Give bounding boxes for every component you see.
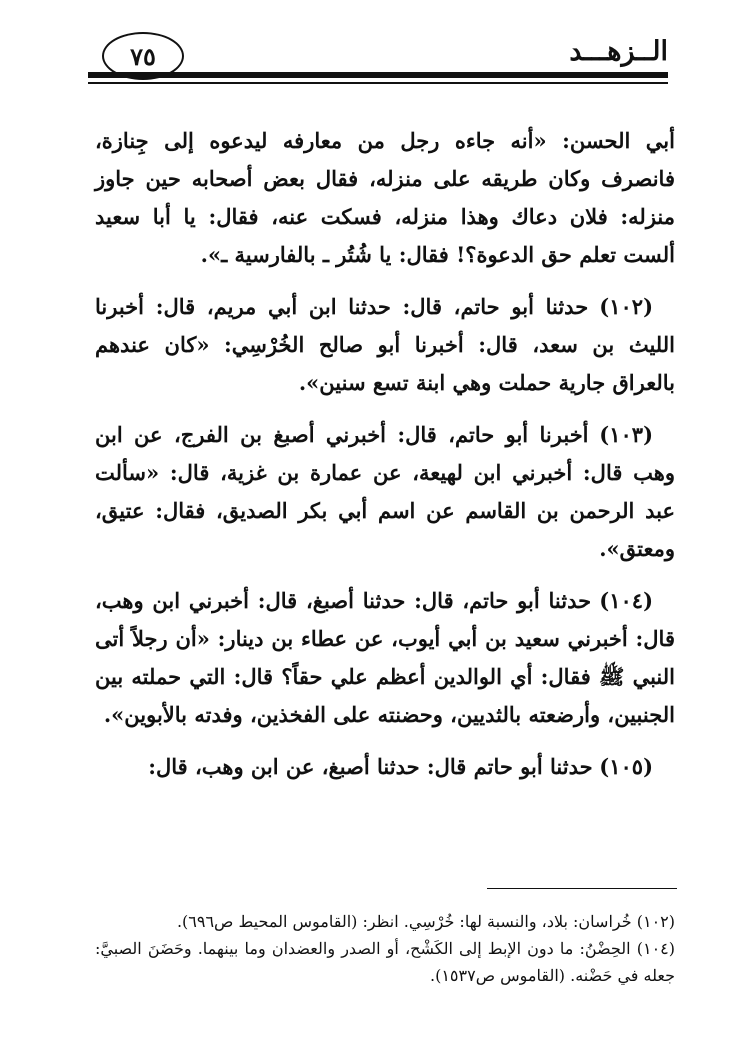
footnote-text: الحِضْنُ: ما دون الإبط إلى الكَشْح، أو الصدر والعضدان وما بينهما. وحَضَنَ الصبيَّ: جعله في حَضْنه. (القاموس ص١٥٣٧). [95, 939, 675, 985]
footnote-number: (١٠٤) [636, 939, 675, 958]
header-rule-thick [88, 72, 668, 78]
hadith-number: (١٠٢) [599, 294, 653, 319]
page-header [88, 28, 668, 88]
footnote [95, 935, 675, 989]
paragraph [95, 582, 675, 734]
main-text [95, 122, 675, 800]
footnote-number: (١٠٢) [636, 912, 675, 931]
footnote [95, 908, 675, 935]
footnotes [95, 908, 675, 989]
paragraph-text: أبي الحسن: «أنه جاءه رجل من معارفه ليدعوه إلى جِنازة، فانصرف وكان طريقه على منزله، فقال بعض أصحابه حين جاوز منزله: فلان دعاك وهذا منزله، فسكت عنه، فقال: يا أبا سعيد ألست تعلم حق الدعوة؟! فقال: يا شُتُر ـ بالفارسية ـ». [95, 128, 675, 267]
hadith-number: (١٠٤) [599, 588, 653, 613]
footnote-text: خُراسان: بلاد، والنسبة لها: خُرْسِي. انظر: (القاموس المحيط ص٦٩٦). [176, 912, 632, 931]
page-number-text: ٧٥ [130, 41, 156, 71]
paragraph [95, 748, 675, 786]
running-title: الــزهـــد [569, 36, 668, 67]
paragraph [95, 416, 675, 568]
hadith-number: (١٠٣) [599, 422, 653, 447]
header-rule-thin [88, 82, 668, 84]
paragraph-text: حدثنا أبو حاتم، قال: حدثنا ابن أبي مريم، قال: أخبرنا الليث بن سعد، قال: أخبرنا أبو صالح الخُرْسِي: «كان عندهم بالعراق جارية حملت وهي ابنة تسع سنين». [95, 294, 675, 395]
paragraph [95, 288, 675, 402]
paragraph-text: حدثنا أبو حاتم قال: حدثنا أصبغ، عن ابن وهب، قال: [148, 754, 593, 779]
footnote-separator [487, 888, 677, 889]
paragraph-text: أخبرنا أبو حاتم، قال: أخبرني أصبغ بن الفرج، عن ابن وهب قال: أخبرني ابن لهيعة، عن عمارة بن غزية، قال: «سألت عبد الرحمن بن القاسم عن اسم أبي بكر الصديق، فقال: عتيق، ومعتق». [95, 422, 675, 561]
hadith-number: (١٠٥) [599, 754, 653, 779]
paragraph [95, 122, 675, 274]
paragraph-text: حدثنا أبو حاتم، قال: حدثنا أصبغ، قال: أخبرني ابن وهب، قال: أخبرني سعيد بن أبي أيوب، عن عطاء بن دينار: «أن رجلاً أتى النبي ﷺ فقال: أي الوالدين أعظم علي حقاً؟ قال: التي حملته بين الجنبين، وأرضعته بالثديين، وحضنته على الفخذين، وفدته بالأبوين». [95, 588, 675, 727]
